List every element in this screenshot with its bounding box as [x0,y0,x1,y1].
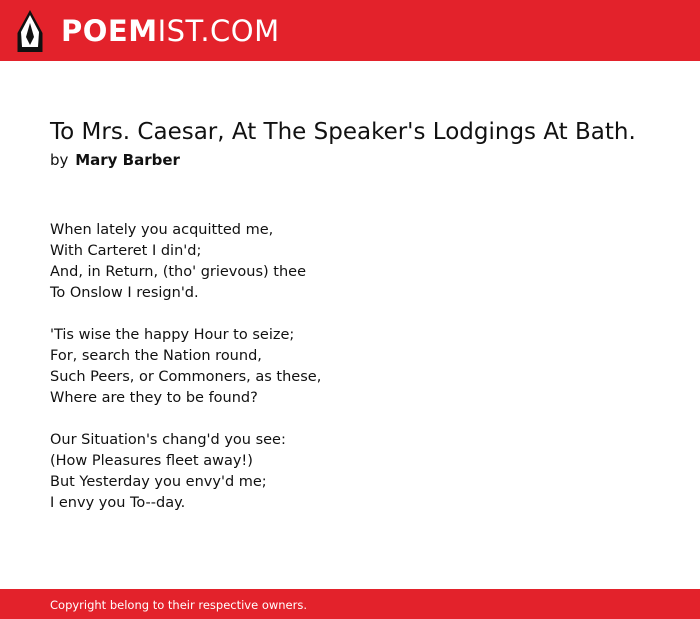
poem-line: I envy you To--day. [50,495,186,511]
site-footer [0,589,700,619]
poem-author: Mary Barber [75,151,180,169]
poem-stanza [50,325,670,409]
site-logo-text [61,9,280,53]
logo-text-bold: POEM [61,14,158,48]
poem-line: And, in Return, (tho' grievous) thee [50,264,306,280]
poem-line: Our Situation's chang'd you see: [50,432,286,448]
poem-stanza [50,220,670,304]
copyright-text: Copyright belong to their respective owners. [50,598,308,612]
poem-line: With Carteret I din'd; [50,243,202,259]
poem-line: But Yesterday you envy'd me; [50,474,267,490]
site-logo-link[interactable] [17,9,280,53]
poem-container [50,114,670,535]
poem-line: To Onslow I resign'd. [50,285,199,301]
poem-line: 'Tis wise the happy Hour to seize; [50,327,295,343]
logo-text-light: IST.COM [157,14,280,48]
poem-line: When lately you acquitted me, [50,222,274,238]
byline-label: by [50,151,69,169]
poem-line: Such Peers, or Commoners, as these, [50,369,322,385]
poem-line: Where are they to be found? [50,390,258,406]
poem-byline [50,150,670,170]
poem-stanza [50,430,670,514]
poem-line: For, search the Nation round, [50,348,262,364]
pencil-icon [17,9,43,53]
poem-title: To Mrs. Caesar, At The Speaker's Lodgings At Bath. [50,119,636,145]
poem-body [50,220,670,514]
poem-line: (How Pleasures fleet away!) [50,453,253,469]
site-header [0,0,700,61]
